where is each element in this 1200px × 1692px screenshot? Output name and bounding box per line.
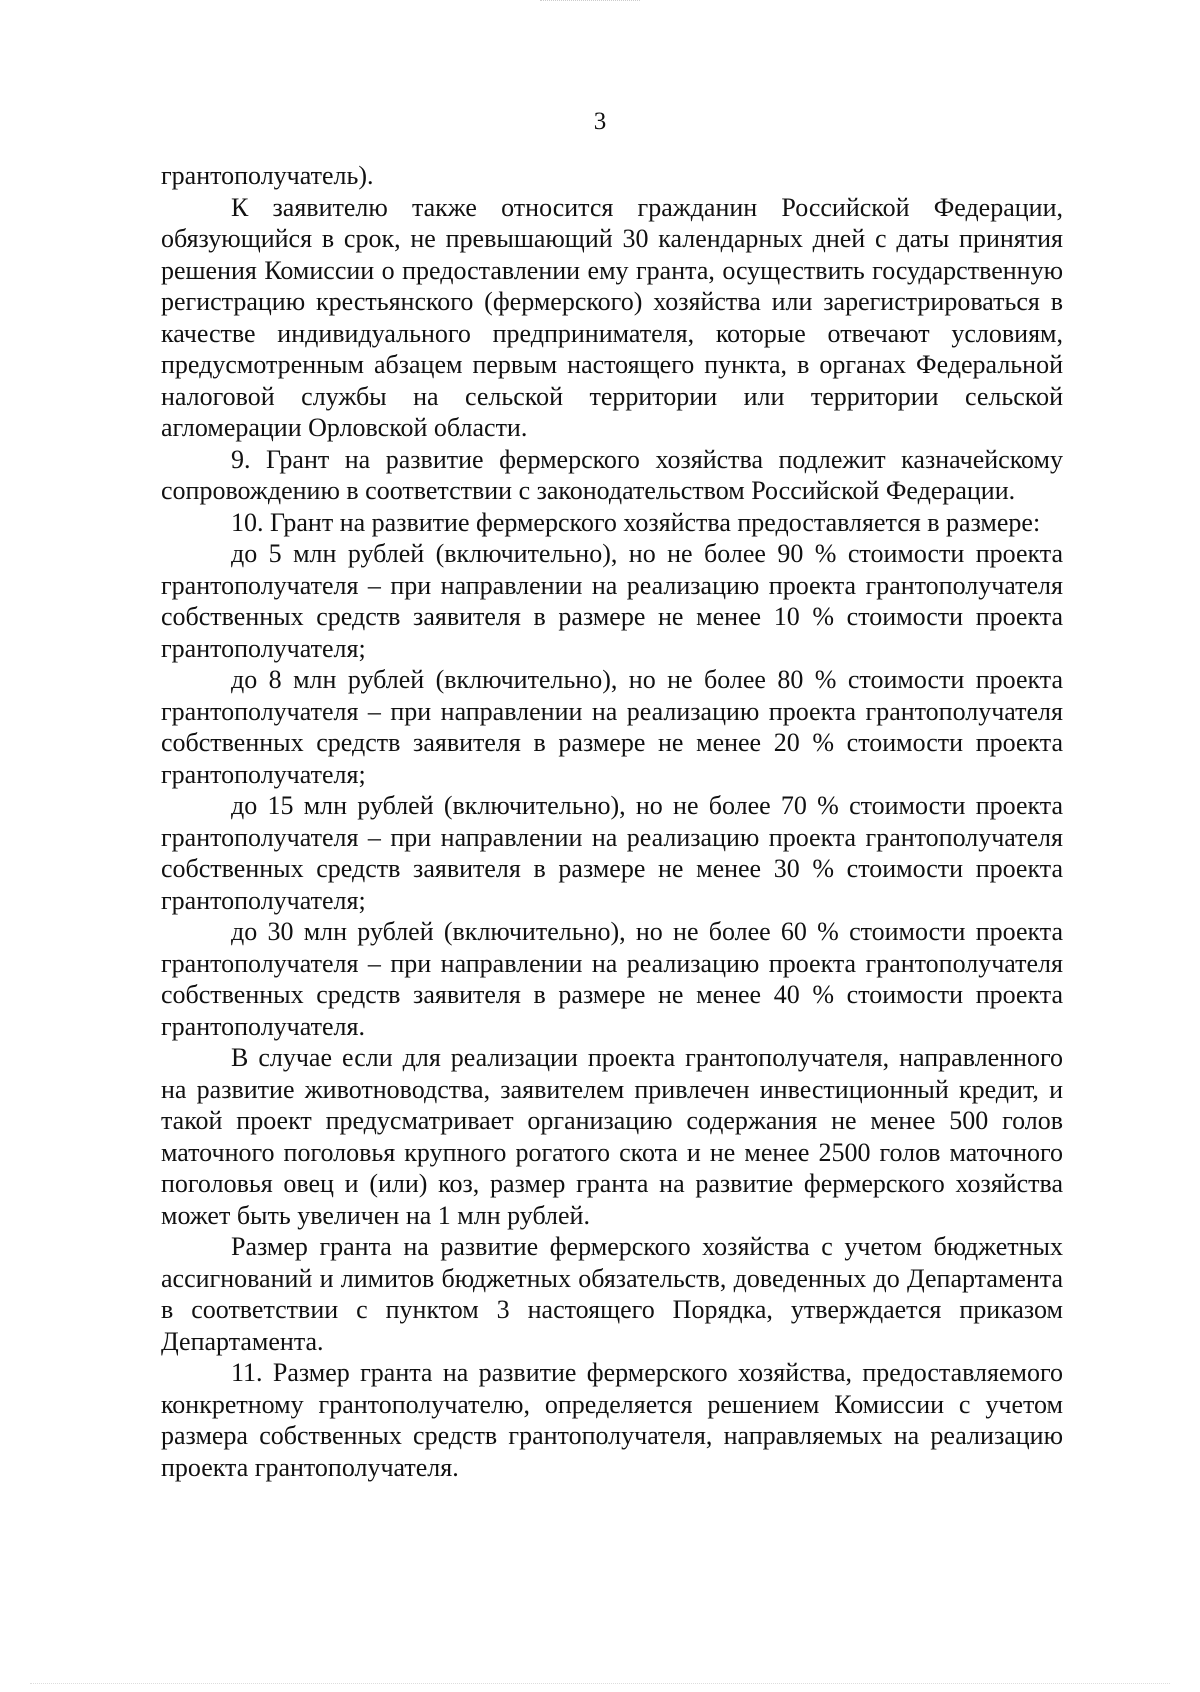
paragraph-grant-tier-8mln: до 8 млн рублей (включительно), но не более 80 % стоимости проекта грантополучателя – при направлении на реализацию проекта грантополучателя собственных средств заявителя в размере не менее 20 % стоимости проекта грантополучателя;: [161, 665, 1063, 789]
paragraph-grant-tier-5mln: до 5 млн рублей (включительно), но не более 90 % стоимости проекта грантополучателя – при направлении на реализацию проекта грантополучателя собственных средств заявителя в размере не менее 10 % стоимости проекта грантополучателя;: [161, 539, 1063, 663]
paragraph-item-9: 9. Грант на развитие фермерского хозяйства подлежит казначейскому сопровождению в соответствии с законодательством Российской Федерации.: [161, 444, 1063, 505]
paragraph-item-10: 10. Грант на развитие фермерского хозяйства предоставляется в размере:: [231, 507, 1041, 537]
paragraph-grant-tier-15mln: до 15 млн рублей (включительно), но не более 70 % стоимости проекта грантополучателя – при направлении на реализацию проекта грантополучателя собственных средств заявителя в размере не менее 30 % стоимости проекта грантополучателя;: [161, 791, 1063, 915]
scan-artifact: [30, 1681, 1170, 1684]
paragraph-applicant-citizen: К заявителю также относится гражданин Российской Федерации, обязующийся в срок, не превышающий 30 календарных дней с даты принятия решения Комиссии о предоставлении ему гранта, осуществить государственную регистрацию крестьянского (фермерского) хозяйства или зарегистрироваться в качестве индивидуального предпринимателя, которые отвечают условиям, предусмотренным абзацем первым настоящего пункта, в органах Федеральной налоговой службы на сельской территории или территории сельской агломерации Орловской области.: [161, 192, 1063, 442]
paragraph-continuation: грантополучатель).: [161, 161, 374, 190]
page-number: 3: [593, 108, 607, 135]
scan-artifact: [540, 0, 640, 7]
paragraph-grant-tier-30mln: до 30 млн рублей (включительно), но не более 60 % стоимости проекта грантополучателя – при направлении на реализацию проекта грантополучателя собственных средств заявителя в размере не менее 40 % стоимости проекта грантополучателя.: [161, 917, 1063, 1041]
paragraph-grant-size-approval: Размер гранта на развитие фермерского хозяйства с учетом бюджетных ассигнований и лимитов бюджетных обязательств, доведенных до Департамента в соответствии с пунктом 3 настоящего Порядка, утверждается приказом Департамента.: [161, 1232, 1063, 1356]
document-body: [161, 160, 1063, 1483]
paragraph-livestock-increase: В случае если для реализации проекта грантополучателя, направленного на развитие животноводства, заявителем привлечен инвестиционный кредит, и такой проект предусматривает организацию содержания не менее 500 голов маточного поголовья крупного рогатого скота и не менее 2500 голов маточного поголовья овец и (или) коз, размер гранта на развитие фермерского хозяйства может быть увеличен на 1 млн рублей.: [161, 1043, 1063, 1230]
paragraph-item-11: 11. Размер гранта на развитие фермерского хозяйства, предоставляемого конкретному грантополучателю, определяется решением Комиссии с учетом размера собственных средств грантополучателя, направляемых на реализацию проекта грантополучателя.: [161, 1358, 1063, 1482]
